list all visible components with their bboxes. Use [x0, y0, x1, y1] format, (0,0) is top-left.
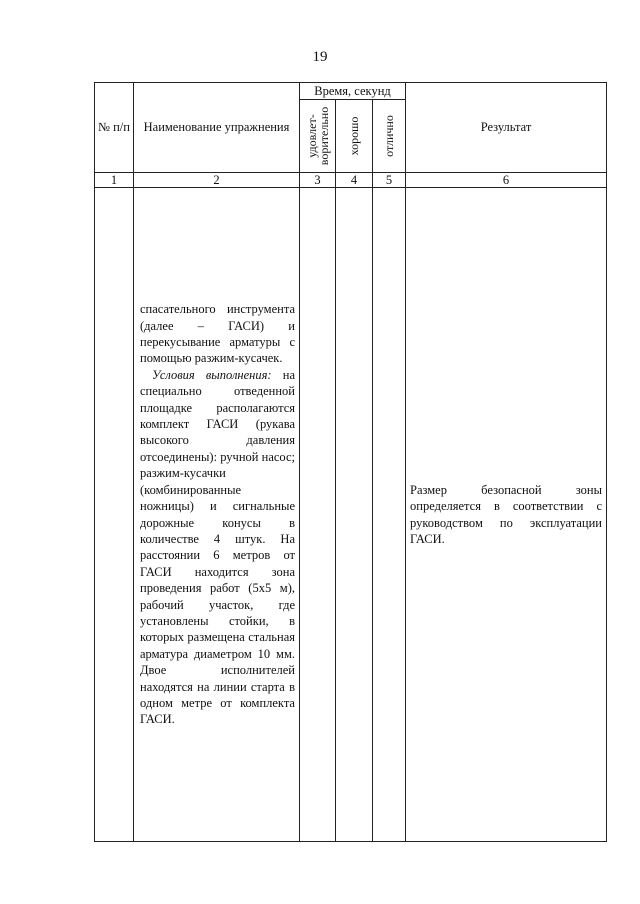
column-number-3: 3 — [300, 173, 336, 188]
column-number-1: 1 — [95, 173, 134, 188]
conditions-text: на специально отведенной площадке располагаются комплект ГАСИ (рукава высокого давления отсоединены): ручной насос; разжим-кусачки (комбинированные ножницы) и сигнальные дорожные конусы в количестве 4 штук. На расстоянии 6 метров от ГАСИ находится зона проведения работ (5х5 м), рабочий участок, где установлены стойки, в которых размещена стальная арматура диаметром 10 мм. Двое исполнителей находятся на линии старта в одном метре от комплекта ГАСИ. — [140, 367, 296, 727]
exercise-conditions — [140, 367, 295, 728]
cell-result — [406, 188, 607, 842]
page-number: 19 — [312, 49, 328, 65]
header-satisfactory-cell — [300, 100, 336, 173]
cell-exercise-description — [134, 188, 300, 842]
header-excellent: отлично — [382, 115, 396, 157]
result-text: Размер безопасной зоны определяется в соответствии с руководством по эксплуатации ГАСИ. — [410, 482, 603, 546]
header-good-cell — [336, 100, 373, 173]
column-number-2: 2 — [134, 173, 300, 188]
exercise-table — [94, 82, 607, 842]
column-number-5: 5 — [373, 173, 406, 188]
header-result: Результат — [406, 83, 607, 173]
column-number-6: 6 — [406, 173, 607, 188]
column-number-4: 4 — [336, 173, 373, 188]
cell-number — [95, 188, 134, 842]
header-exercise-name: Наименование упражнения — [134, 83, 300, 173]
header-number: № п/п — [95, 83, 134, 173]
header-time-group: Время, секунд — [300, 83, 406, 100]
cell-satisfactory — [300, 188, 336, 842]
header-excellent-cell — [373, 100, 406, 173]
cell-excellent — [373, 188, 406, 842]
conditions-label: Условия выполнения: — [152, 367, 272, 382]
cell-good — [336, 188, 373, 842]
exercise-intro-text: спасательного инструмента (далее – ГАСИ) и перекусывание арматуры с помощью разжим-кусачек. — [140, 302, 295, 366]
header-satisfactory: удовлет- ворительно — [304, 106, 331, 166]
header-good: хорошо — [347, 116, 361, 156]
